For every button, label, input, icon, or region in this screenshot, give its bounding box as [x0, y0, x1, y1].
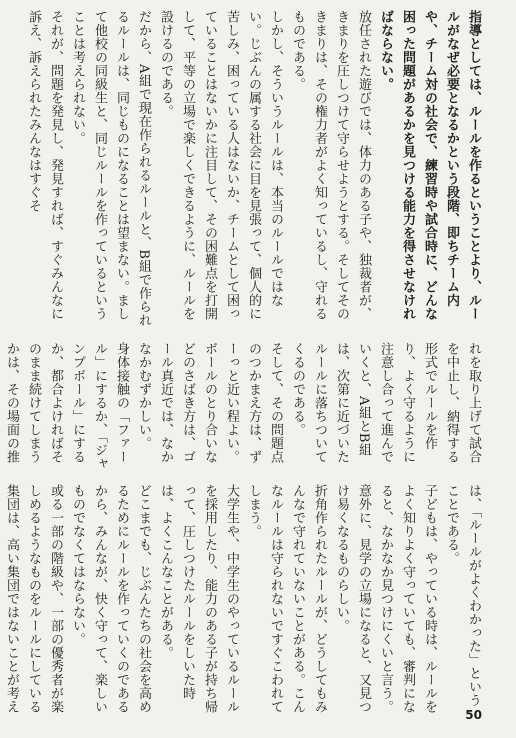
paragraph: しかし、そういうルールは、本当のルールではない。じぶんの属する社会に目を見張って、個人的に苦しみ、困っている人はないか、チームとして困っていることはないかに注目して、その困難点を打開して、平等の立場で楽しくできるように、ルールを設けるのである。: [158, 10, 283, 321]
page-number: 50: [465, 708, 482, 722]
text-band-bottom: [4, 484, 484, 716]
paragraph: それが、問題を発見し、発見すれば、すぐみんなに訴え、訴えられたみんなはすぐそ: [26, 10, 63, 321]
paragraph: 或る一部の階級や、一部の優秀者が楽しめるようなものをルールにしている集団は、高い集団ではないことが考え: [4, 484, 63, 714]
paragraph: 折角作られたルールが、どうしてもみんなで守れていないことがある。こんなルールは守られないですぐこわれてしまう。: [246, 484, 327, 714]
paragraph: だから、A組で現在作られるルールと、B組で作られるルールは、同じものになることは望まない。まして他校の同級生と、同じルールを作っているということは考えられない。: [70, 10, 151, 327]
paragraph: 大学生や、中学生のやっているルールを採用したり、能力のある子が持ち帰って、圧しつけたルールをしいた時は、よくこんなことがある。: [158, 484, 239, 714]
paragraph: 子どもは、やっている時は、ルールをよく知りよく守っていても、審判になると、なかなか見つけにくいと言う。: [378, 484, 437, 714]
paragraph: れを取り上げて試合を中止し、納得する形式でルールを作り、よく守るように注意し合って進んでいくと、A組とB組は、次第に近づいたルールに落ちついてくるのである。: [290, 342, 481, 464]
text-band-middle: [4, 342, 484, 472]
paragraph: 指導としては、ルールを作るということより、ルールがなぜ必要となるかという段階、即ちチーム内や、チーム対の社会で、練習時や試合時に、どんな困った問題があるかを見つける能力を得させなければならない。: [378, 10, 481, 321]
paragraph: は、「ルールがよくわかった」ということである。: [444, 484, 481, 707]
paragraph: 意外に、見学の立場になると、又見つけ易くなるものらしい。: [334, 484, 371, 714]
text-band-top: [26, 10, 484, 328]
paragraph: 身体接触の「ファール」にするか、「ジャンプボール」にするか、都合よければそのまま続けてしまうかは、その場面の推: [4, 342, 129, 471]
paragraph: どこまでも、じぶんたちの社会を高めるためにルールを作っていくのであるから、みんなが、快く守って、楽しいものでなくてはならない。: [70, 484, 151, 714]
paragraph: 放任された遊びでは、体力のある子や、独裁者が、きまりを圧しつけて守らせようとする。そしてそのきまりは、その権力者がよく知っているし、守れるものである。: [290, 10, 371, 321]
paragraph: そして、その問題点のつかまえ方は、ずーっと近い程よい。ボールのとり合いなどのさばき方は、ゴール真近では、なかなかむずかしい。: [136, 342, 283, 464]
